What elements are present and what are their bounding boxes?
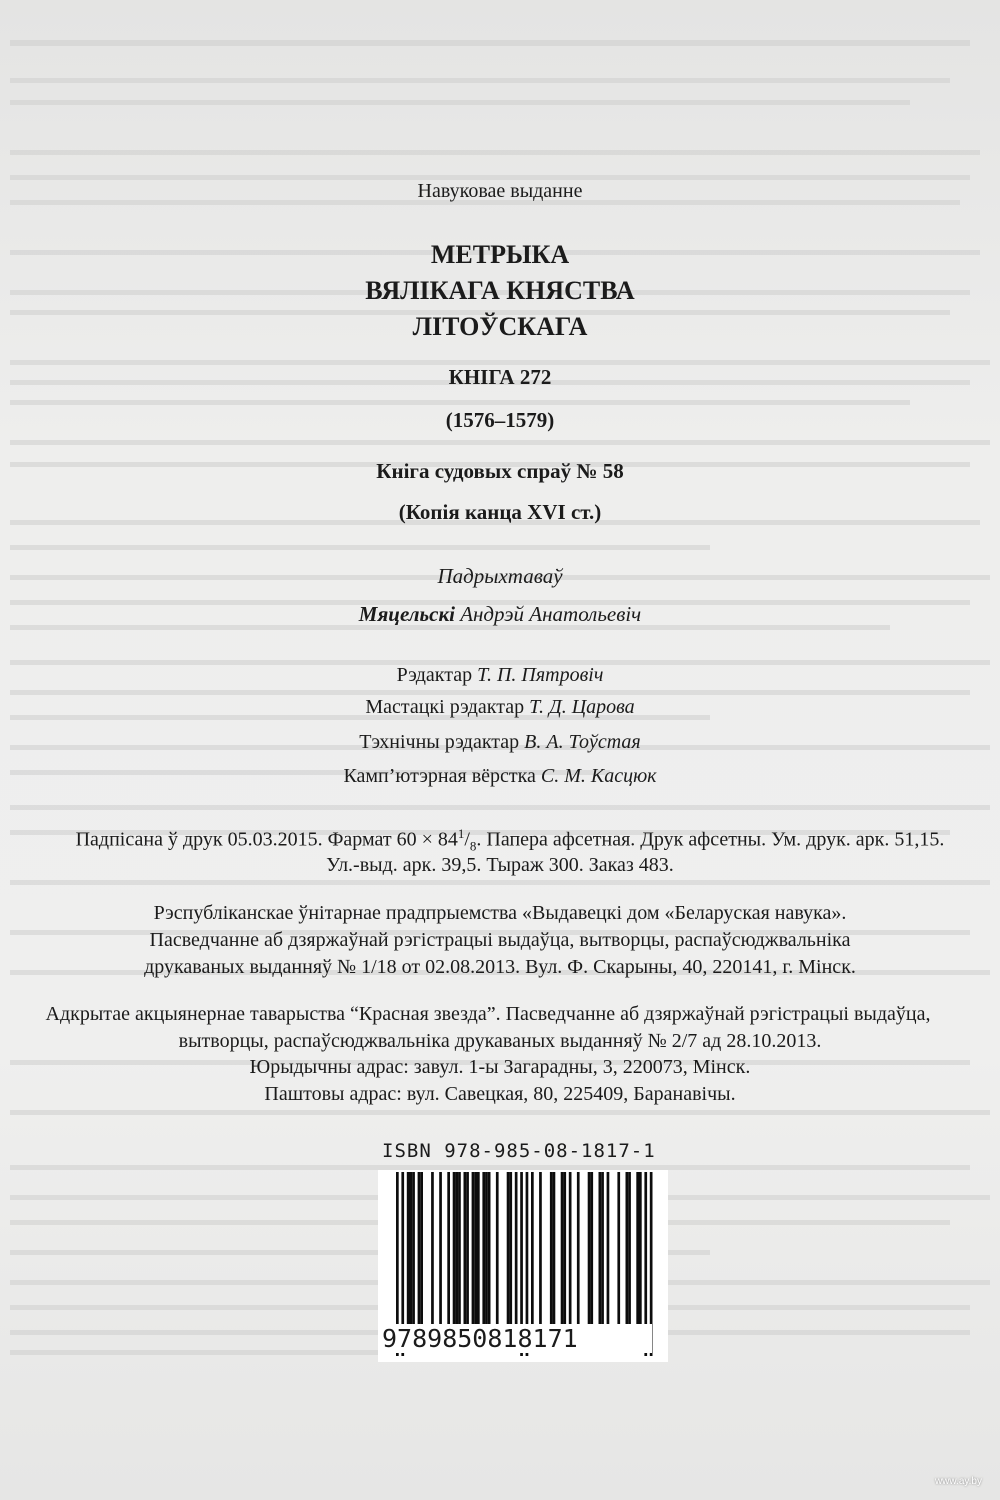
barcode-bar: [561, 1172, 564, 1324]
print-info-line-2: Ул.-выд. арк. 39,5. Тыраж 300. Заказ 483.: [326, 854, 674, 876]
edition-type: Навуковае выданне: [417, 180, 583, 202]
barcode-bar: [418, 1172, 421, 1324]
barcode-bar: [550, 1172, 553, 1324]
printer-line-1: Адкрытае акцыянернае таварыства “Красная звезда”. Пасведчанне аб дзяржаўнай рэгістрацыі выдаўца,: [45, 1003, 931, 1025]
barcode-bar: [628, 1172, 631, 1324]
barcode-bar: [485, 1172, 488, 1324]
barcode-bar: [577, 1172, 580, 1324]
copy-note: (Копія канца XVI ст.): [398, 500, 602, 524]
title-line-1: МЕТРЫКА: [430, 240, 570, 269]
barcode-bar: [447, 1172, 450, 1324]
years: (1576–1579): [445, 408, 555, 432]
barcode-bar: [488, 1172, 491, 1324]
barcode-bar: [472, 1172, 475, 1324]
printer-line-3: Юрыдычны адрас: завул. 1-ы Загарадны, 3, 220073, Мінск.: [249, 1056, 751, 1078]
barcode-bar: [420, 1172, 423, 1324]
barcode-bar: [496, 1172, 499, 1324]
barcode-bar: [531, 1172, 534, 1324]
printer-line-4: Паштовы адрас: вул. Савецкая, 80, 225409, Баранавічы.: [264, 1083, 736, 1105]
barcode-bar: [412, 1172, 415, 1324]
title-line-2: ВЯЛІКАГА КНЯСТВА: [365, 276, 635, 305]
barcode-bar: [439, 1172, 442, 1324]
barcode-bar: [507, 1172, 510, 1324]
print-info-line-1: Падпісана ў друк 05.03.2015. Фармат $60 \times 84^1/_8$. Папера афсетная. Друк афсетны. Ум. друк. арк. 51,15.: [75, 826, 945, 854]
barcode-bar: [482, 1172, 485, 1324]
publisher-line-1: Рэспубліканскае ўнітарнае прадпрыемства «Выдавецкі дом «Беларуская навука».: [153, 902, 847, 924]
barcode-bar: [599, 1172, 602, 1324]
isbn: ISBN 978-985-08-1817-1: [382, 1140, 656, 1162]
barcode-bar: [431, 1172, 434, 1324]
barcode-bar: [515, 1172, 518, 1324]
publisher-line-3: друкаваных выданняў № 1/18 от 02.08.2013. Вул. Ф. Скарыны, 40, 220141, г. Мінск.: [144, 956, 856, 978]
barcode-bar: [453, 1172, 456, 1324]
barcode-bar: [458, 1172, 461, 1324]
barcode-bar: [410, 1172, 413, 1324]
credit-layout: Камп’ютэрная вёрстка С. М. Касцюк: [343, 765, 657, 787]
barcode-bar: [407, 1172, 410, 1324]
title-line-3: ЛІТОЎСКАГА: [412, 312, 588, 341]
credit-editor: Рэдактар Т. П. Пятровіч: [396, 664, 604, 686]
preparer: [0, 602, 1000, 627]
preparer-name: Андрэй Анатольевіч: [460, 602, 642, 626]
barcode-bar: [601, 1172, 604, 1324]
barcode-bar: [509, 1172, 512, 1324]
barcode-bar: [639, 1172, 642, 1324]
barcode-digits: 9789850818171: [380, 1324, 652, 1353]
printer-line-2: вытворцы, распаўсюджвальніка друкаваных выданняў № 2/7 ад 28.10.2013.: [178, 1030, 822, 1052]
barcode-bar: [539, 1172, 542, 1324]
barcode-bar: [553, 1172, 556, 1324]
barcode-bar: [563, 1172, 566, 1324]
barcode-bar: [466, 1172, 469, 1324]
barcode-bar: [569, 1172, 572, 1324]
preparer-surname: Мяцельскі: [358, 602, 455, 626]
credit-tech-editor: Тэхнічны рэдактар В. А. Тоўстая: [359, 731, 641, 753]
barcode-bar: [626, 1172, 629, 1324]
barcode-bar: [588, 1172, 591, 1324]
barcode-bar: [455, 1172, 458, 1324]
barcode-bar: [590, 1172, 593, 1324]
barcode-bar: [474, 1172, 477, 1324]
preparer-label: Падрыхтаваў: [437, 564, 563, 588]
barcode-bar: [607, 1172, 610, 1324]
subtitle: Кніга судовых спраў № 58: [376, 459, 624, 483]
credit-art-editor: Мастацкі рэдактар Т. Д. Царова: [365, 696, 635, 718]
barcode-bar: [636, 1172, 639, 1324]
book-number: КНІГА 272: [448, 365, 552, 389]
barcode-bar: [617, 1172, 620, 1324]
barcode-bar: [464, 1172, 467, 1324]
watermark: www.ay.by: [934, 1476, 982, 1487]
barcode-bar: [477, 1172, 480, 1324]
publisher-line-2: Пасведчанне аб дзяржаўнай рэгістрацыі выдаўца, вытворцы, распаўсюджвальніка: [149, 929, 851, 951]
